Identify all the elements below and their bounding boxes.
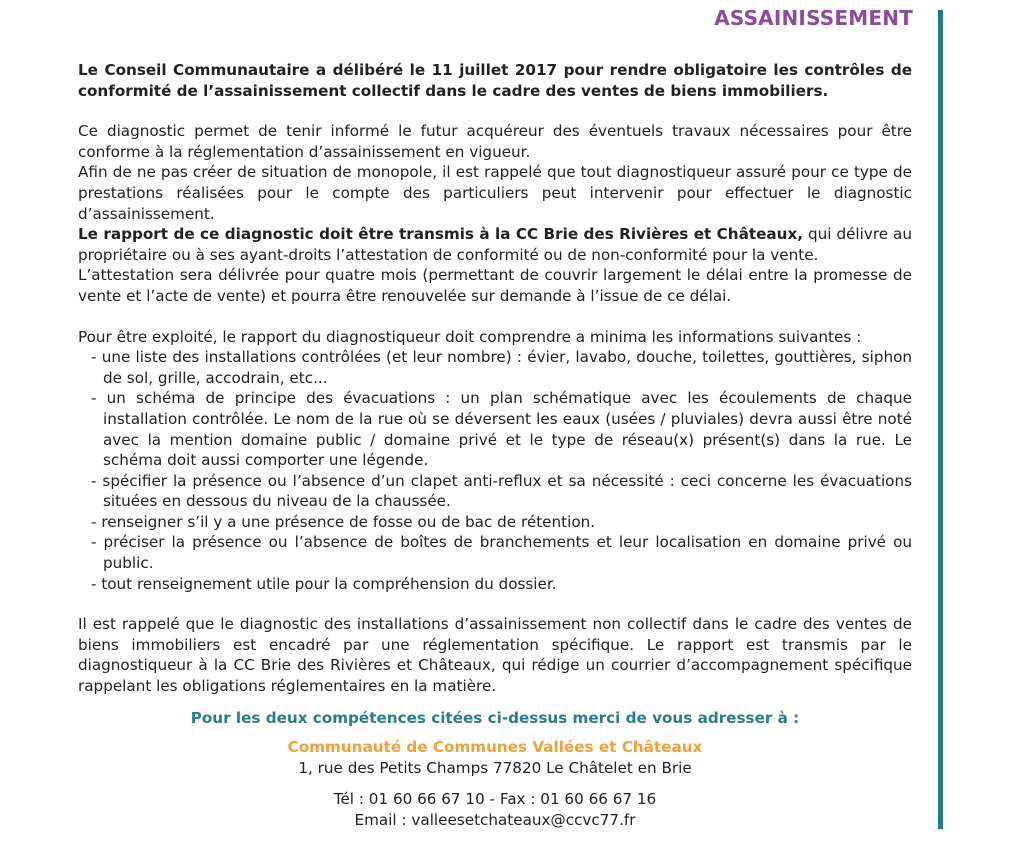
list-intro: Pour être exploité, le rapport du diagnostiqueur doit comprendre a minima les informations suivantes : (78, 327, 862, 346)
rapport-text: qui délivre au propriétaire ou à ses ayant-droits l’attestation de conformité ou de non-conformité pour la vente. (78, 225, 912, 264)
paragraph-rapport (78, 224, 912, 265)
side-accent-bar (938, 10, 943, 829)
paragraph-monopole: Afin de ne pas créer de situation de monopole, il est rappelé que tout diagnostiqueur assuré pour ce type de prestations réalisées pour le compte des particuliers peut intervenir pour effectuer le diagnostic d’assainissement. (78, 163, 912, 223)
contact-phone: Tél : 01 60 66 67 10 - Fax : 01 60 66 67 16 (333, 790, 657, 808)
list-item: - spécifier la présence ou l’absence d’un clapet anti-reflux et sa nécessité : ceci concerne les évacuations situées en dessous du niveau de la chaussée. (78, 471, 912, 512)
list-item: - un schéma de principe des évacuations : un plan schématique avec les écoulements de chaque installation contrôlée. Le nom de la rue où se déversent les eaux (usées / pluviales) devra aussi être noté avec la mention domaine public / domaine privé et le type de réseau(x) présent(s) dans la rue. Le schéma doit aussi comporter une légende. (78, 388, 912, 470)
page-title: ASSAINISSEMENT (714, 6, 913, 30)
rapport-bold-text: Le rapport de ce diagnostic doit être transmis à la CC Brie des Rivières et Châteaux, (78, 225, 804, 244)
closing-paragraph: Il est rappelé que le diagnostic des installations d’assainissement non collectif dans le cadre des ventes de biens immobiliers est encadré par une réglementation spécifique. Le rapport est transmis par le diagnostiqueur à la CC Brie des Rivières et Châteaux, qui rédige un courrier d’accompagnement spécifique rappelant les obligations réglementaires en la matière. (78, 615, 912, 696)
contact-organization: Communauté de Communes Vallées et Châteaux (287, 738, 703, 756)
list-item: - renseigner s’il y a une présence de fosse ou de bac de rétention. (78, 512, 912, 533)
list-item: - préciser la présence ou l’absence de boîtes de branchements et leur localisation en domaine privé ou public. (78, 532, 912, 573)
requirements-list (78, 347, 912, 594)
list-item: - une liste des installations contrôlées (et leur nombre) : évier, lavabo, douche, toilettes, gouttières, siphon de sol, grille, accodrain, etc... (78, 347, 912, 388)
contact-email[interactable]: Email : valleesetchateaux@ccvc77.fr (354, 811, 636, 829)
list-item: - tout renseignement utile pour la compréhension du dossier. (78, 574, 912, 595)
contact-block (78, 708, 912, 831)
main-content (78, 60, 912, 697)
contact-address: 1, rue des Petits Champs 77820 Le Châtelet en Brie (298, 759, 692, 777)
paragraph-attestation: L’attestation sera délivrée pour quatre mois (permettant de couvrir largement le délai entre la promesse de vente et l’acte de vente) et pourra être renouvelée sur demande à l’issue de ce délai. (78, 266, 912, 305)
contact-heading: Pour les deux compétences citées ci-dessus merci de vous adresser à : (190, 709, 800, 727)
paragraph-diagnostic: Ce diagnostic permet de tenir informé le futur acquéreur des éventuels travaux nécessaires pour être conforme à la réglementation d’assainissement en vigueur. (78, 122, 912, 161)
intro-paragraph: Le Conseil Communautaire a délibéré le 11 juillet 2017 pour rendre obligatoire les contrôles de conformité de l’assainissement collectif dans le cadre des ventes de biens immobiliers. (78, 61, 912, 100)
